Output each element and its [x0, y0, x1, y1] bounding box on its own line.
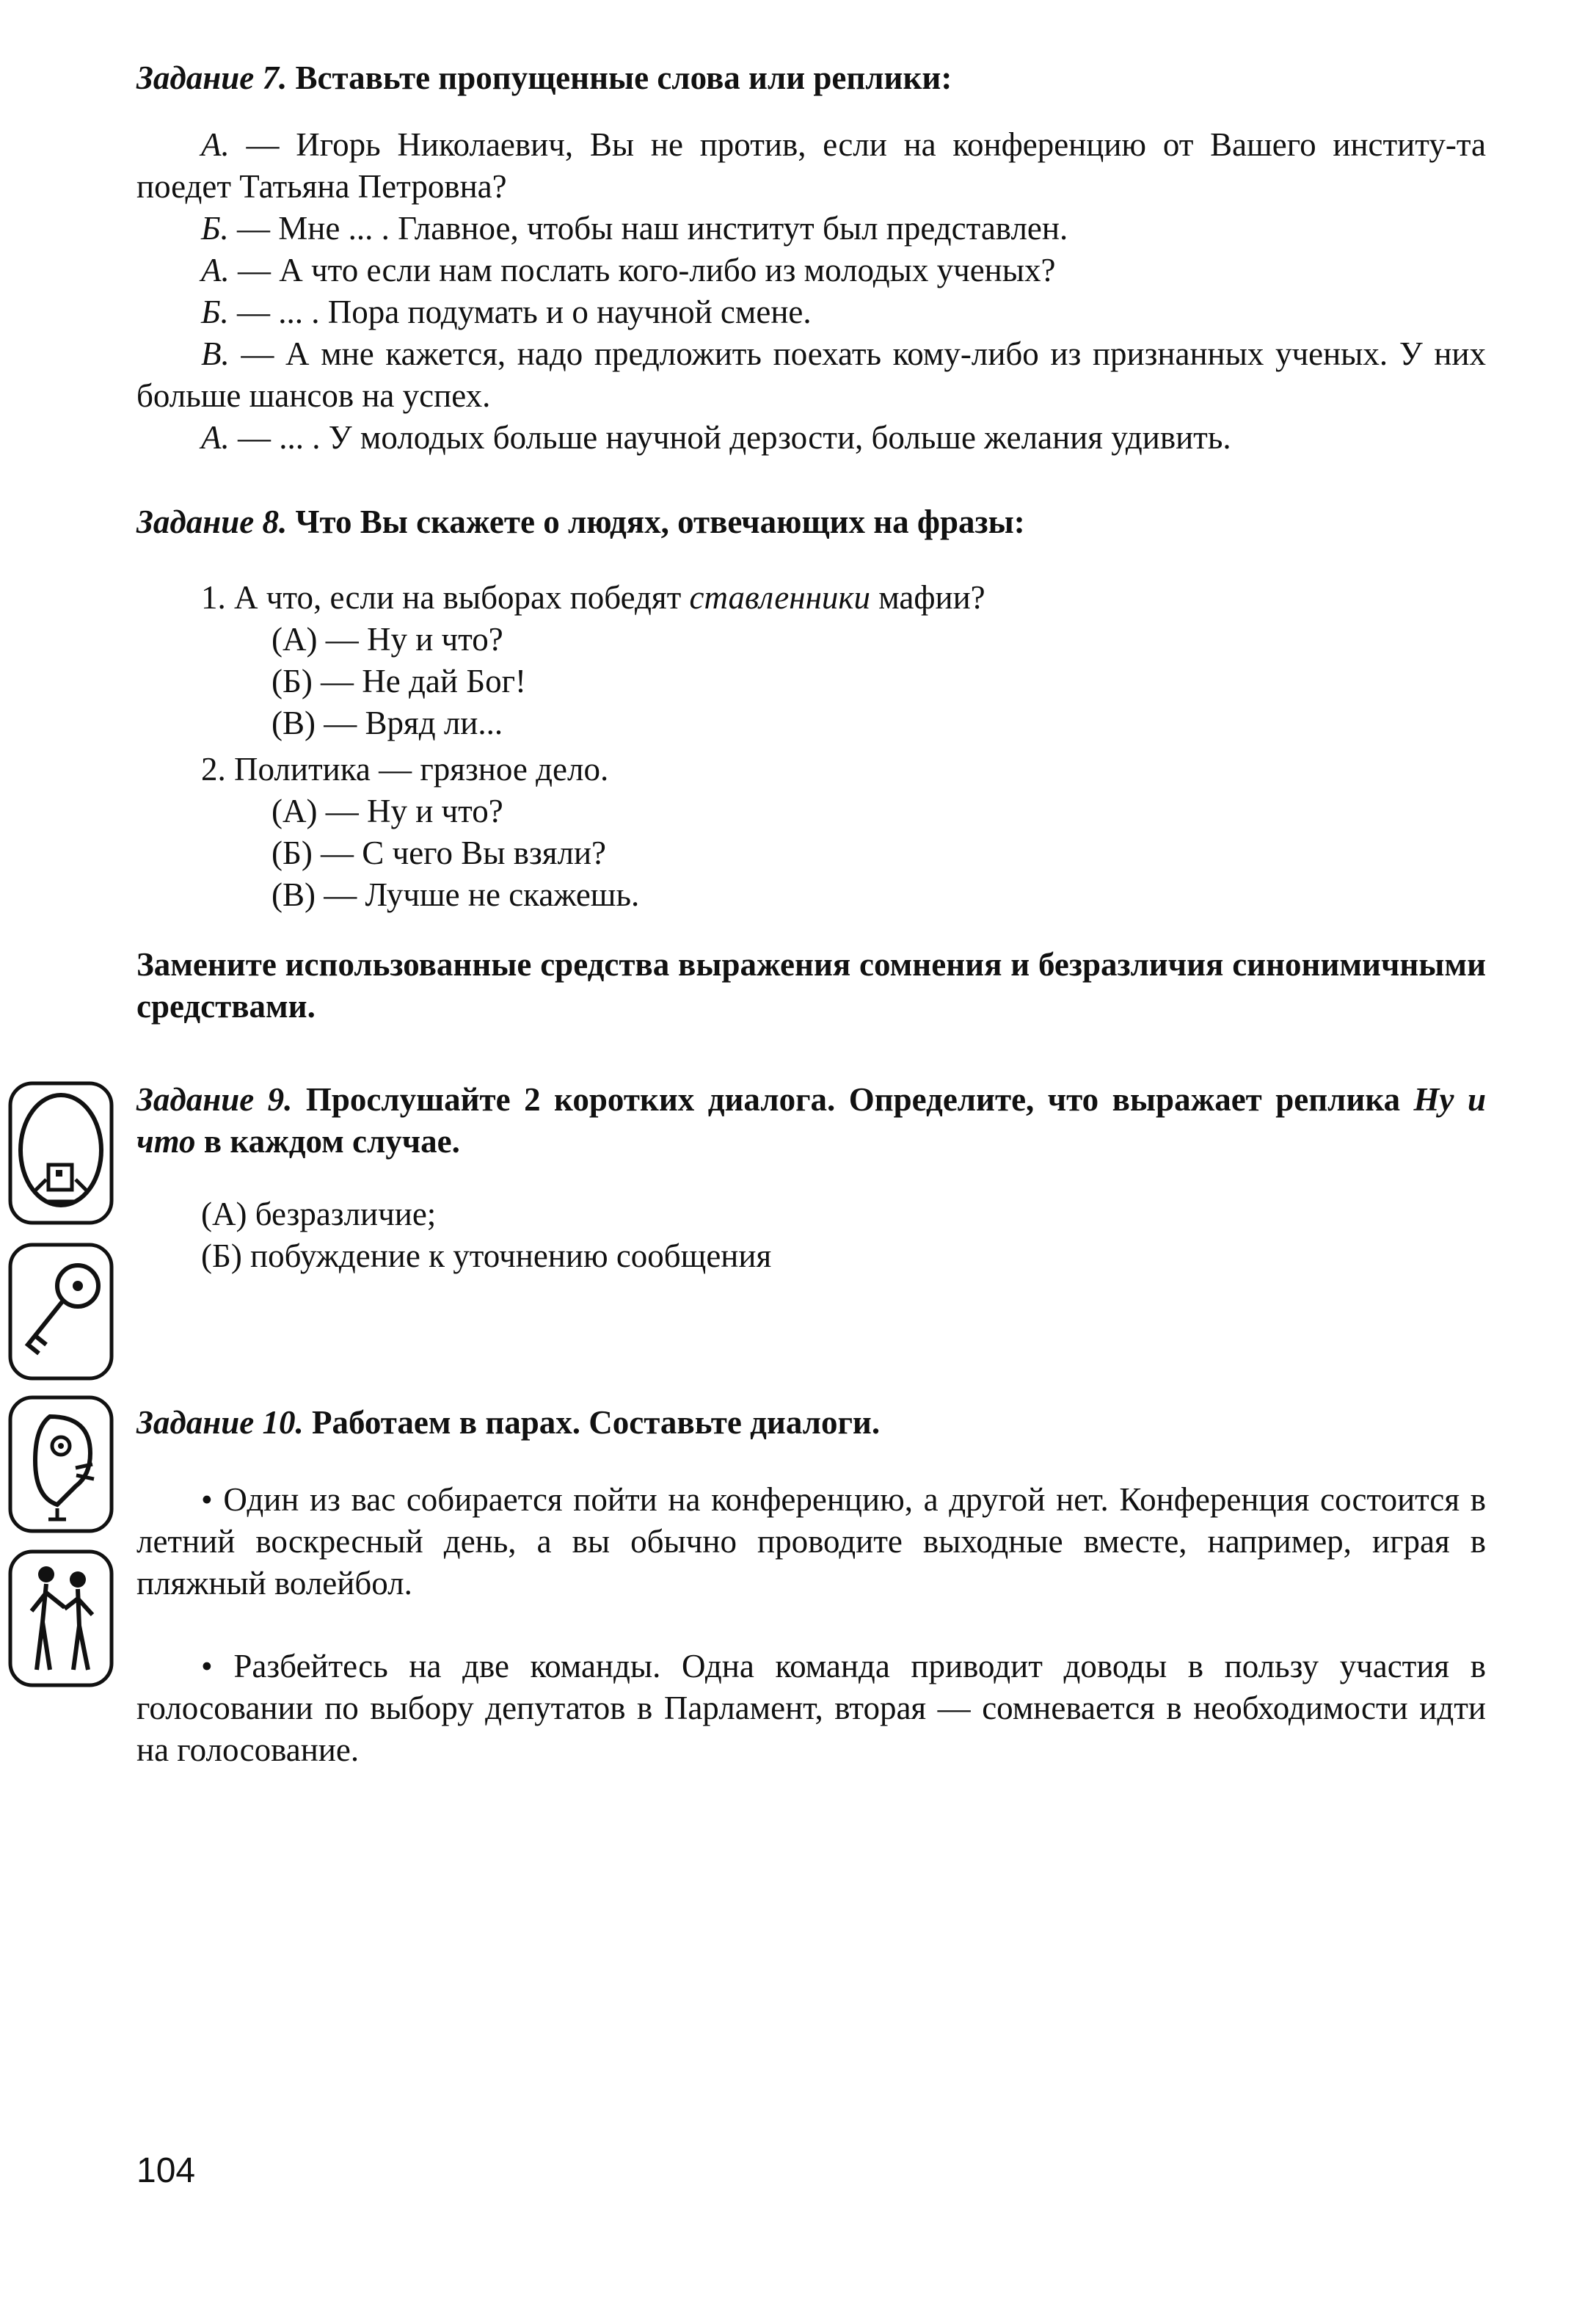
dialogue-line: А. — ... . У молодых больше научной дерзости, больше желания удивить.: [201, 419, 1231, 456]
task-7-heading: [136, 57, 1486, 99]
bullet-item: • Один из вас собирается пойти на конференцию, а другой нет. Конференция состоится в летний воскресный день, а вы обычно проводите выходные вместе, например, играя в пляжный волейбол.: [136, 1481, 1486, 1602]
dialogue-line: В. — А мне кажется, надо предложить поехать кому-либо из признанных ученых. У них больше шансов на успех.: [136, 335, 1486, 414]
option: (А) — Ну и что?: [272, 621, 503, 658]
dialogue-line: Б. — Мне ... . Главное, чтобы наш институт был представлен.: [201, 210, 1068, 247]
task-8: [136, 501, 1486, 1028]
pair-work-icon: [6, 1549, 116, 1688]
key-icon: [6, 1242, 116, 1381]
dialogue-line: А. — А что если нам послать кого-либо из молодых ученых?: [201, 252, 1056, 288]
task-10-title: Работаем в парах. Составьте диалоги.: [311, 1404, 881, 1441]
option: (В) — Лучше не скажешь.: [272, 876, 640, 913]
question-1: 1. А что, если на выборах победят ставленники мафии?: [201, 579, 985, 616]
task-7: [136, 57, 1486, 459]
page-number: 104: [136, 2151, 196, 2190]
task-8-heading: [136, 501, 1486, 543]
option: (А) безразличие;: [201, 1196, 437, 1232]
task-8-label: Задание 8.: [136, 504, 288, 540]
task-9-heading: Задание 9. Прослушайте 2 коротких диалога. Определите, что выражает реплика Ну и что в каждом случае.: [136, 1081, 1487, 1160]
task-9: [136, 1079, 1486, 1277]
option: (В) — Вряд ли...: [272, 705, 503, 741]
task-8-title: Что Вы скажете о людях, отвечающих на фразы:: [295, 504, 1025, 540]
task-8-instruction: Замените использованные средства выражения сомнения и безразличия синонимичными средствами.: [136, 946, 1486, 1025]
task-7-label: Задание 7.: [136, 59, 288, 96]
question-2: 2. Политика — грязное дело.: [201, 751, 609, 788]
option: (Б) побуждение к уточнению сообщения: [201, 1237, 772, 1274]
task-7-title: Вставьте пропущенные слова или реплики:: [295, 59, 952, 96]
task-10-heading: [136, 1402, 1486, 1444]
task-10-label: Задание 10.: [136, 1404, 304, 1441]
task-10: [136, 1402, 1486, 1771]
task-9-label: Задание 9.: [136, 1081, 293, 1118]
speaking-face-icon: [6, 1395, 116, 1534]
option: (Б) — С чего Вы взяли?: [272, 835, 606, 871]
option: (Б) — Не дай Бог!: [272, 663, 527, 699]
listening-headphones-icon: [6, 1080, 116, 1227]
dialogue-line: Б. — ... . Пора подумать и о научной смене.: [201, 294, 812, 330]
dialogue-line: А. — Игорь Николаевич, Вы не против, если на конференцию от Вашего институ-та поедет Татьяна Петровна?: [136, 126, 1487, 205]
option: (А) — Ну и что?: [272, 793, 503, 829]
bullet-item: • Разбейтесь на две команды. Одна команда приводит доводы в пользу участия в голосовании по выбору депутатов в Парламент, вторая — сомневается в необходимости идти на голосование.: [136, 1648, 1486, 1768]
